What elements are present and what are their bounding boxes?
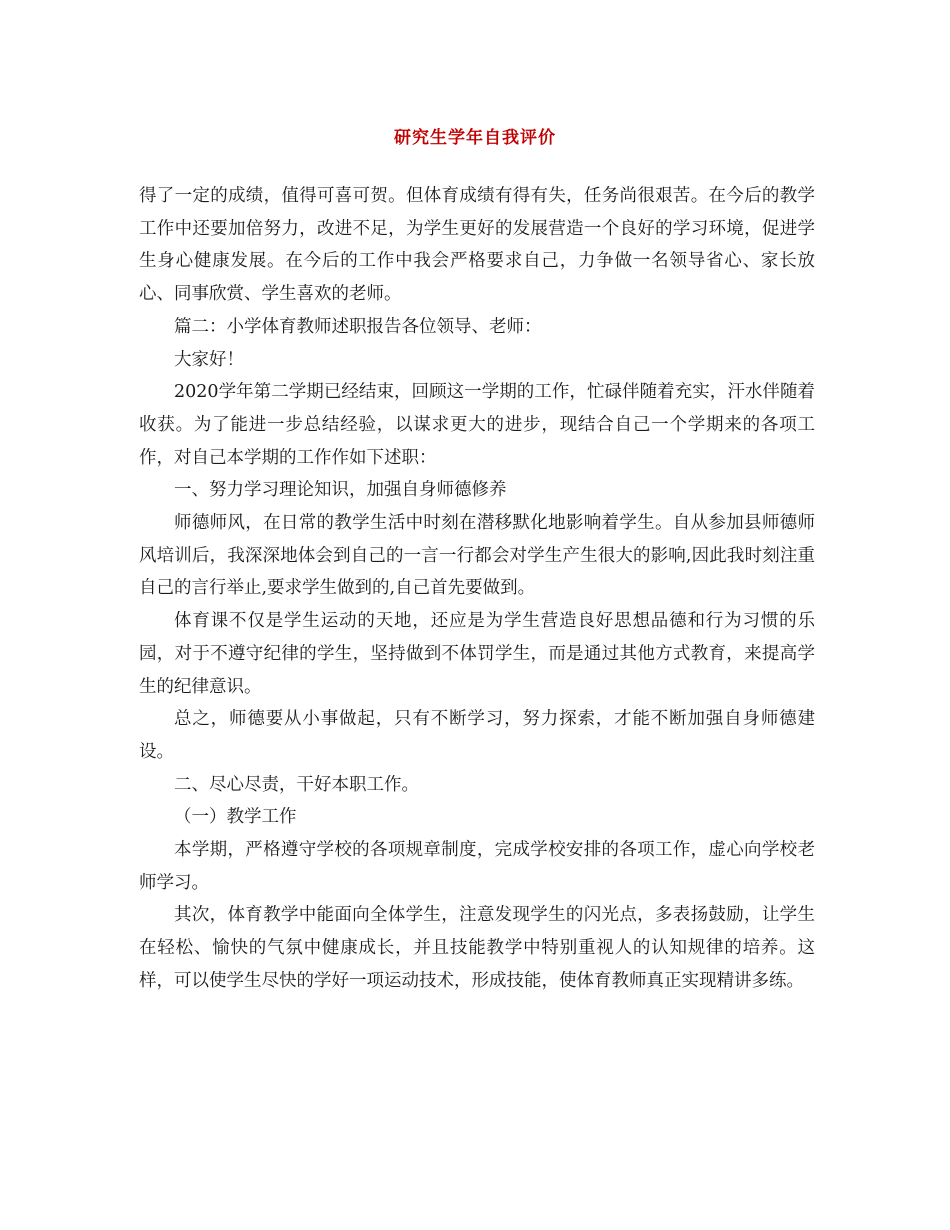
- paragraph: 得了一定的成绩，值得可喜可贺。但体育成绩有得有失，任务尚很艰苦。在今后的教学工作中还要加倍努力，改进不足，为学生更好的发展营造一个良好的学习环境，促进学生身心健康发展。在今后的工作中我会严格要求自己，力争做一名领导省心、家长放心、同事欣赏、学生喜欢的老师。: [139, 186, 815, 305]
- paragraph: 本学期，严格遵守学校的各项规章制度，完成学校安排的各项工作，虚心向学校老师学习。: [139, 840, 815, 893]
- paragraph: 一、努力学习理论知识，加强自身师德修养: [174, 480, 507, 501]
- document-body: [139, 180, 815, 998]
- paragraph: 篇二：小学体育教师述职报告各位领导、老师：: [174, 316, 542, 337]
- paragraph: 总之，师德要从小事做起，只有不断学习，努力探索，才能不断加强自身师德建设。: [139, 709, 815, 762]
- paragraph: 大家好！: [174, 349, 244, 370]
- paragraph: 二、尽心尽责，干好本职工作。: [174, 774, 419, 795]
- paragraph: （一）教学工作: [174, 807, 297, 828]
- paragraph: 其次，体育教学中能面向全体学生，注意发现学生的闪光点，多表扬鼓励，让学生在轻松、愉快的气氛中健康成长，并且技能教学中特别重视人的认知规律的培养。这样，可以使学生尽快的学好一项运动技术，形成技能，使体育教师真正实现精讲多练。: [139, 905, 815, 991]
- paragraph: 体育课不仅是学生运动的天地，还应是为学生营造良好思想品德和行为习惯的乐园，对于不遵守纪律的学生，坚持做到不体罚学生，而是通过其他方式教育，来提高学生的纪律意识。: [139, 611, 815, 697]
- document-title: 研究生学年自我评价: [394, 128, 556, 148]
- paragraph: 师德师风，在日常的教学生活中时刻在潜移默化地影响着学生。自从参加县师德师风培训后，我深深地体会到自己的一言一行都会对学生产生很大的影响,因此我时刻注重自己的言行举止,要求学生做到的,自己首先要做到。: [139, 513, 815, 599]
- paragraph: 2020学年第二学期已经结束，回顾这一学期的工作，忙碌伴随着充实，汗水伴随着收获。为了能进一步总结经验，以谋求更大的进步，现结合自己一个学期来的各项工作，对自己本学期的工作作如下述职：: [139, 382, 815, 468]
